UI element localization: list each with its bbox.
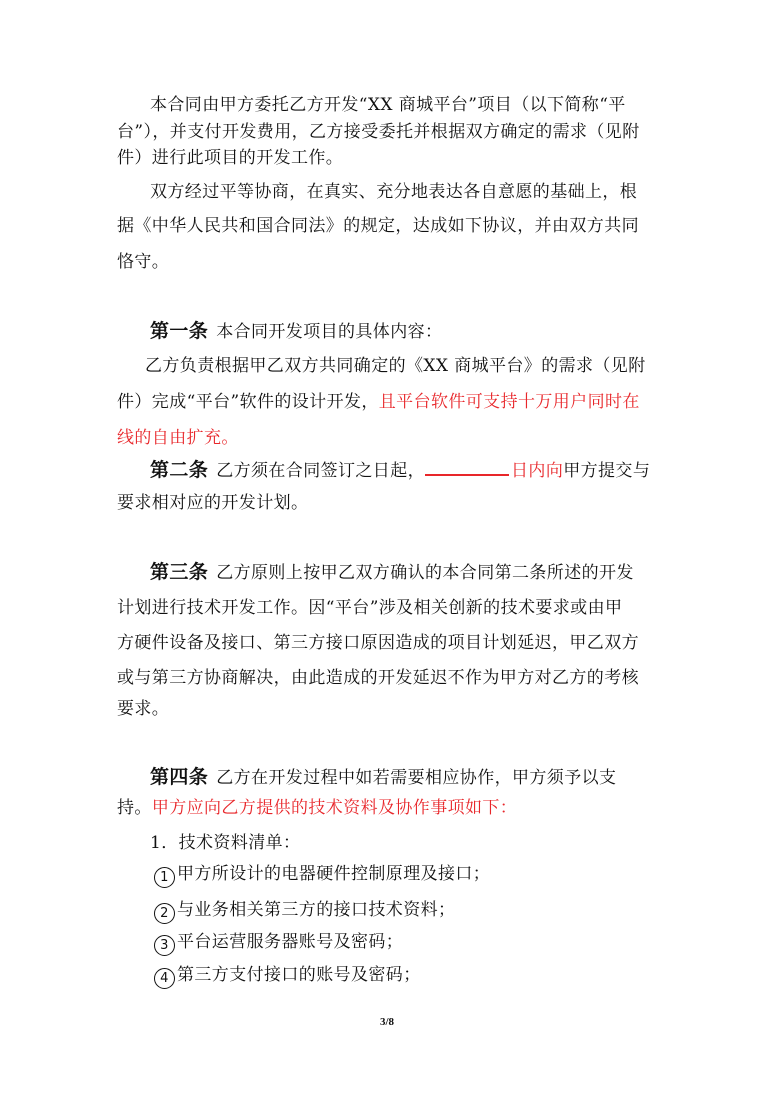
article4-line2-text: 持。 — [117, 798, 152, 818]
article2-line2: 要求相对应的开发计划。 — [117, 493, 309, 513]
circled-number-icon: 1 — [154, 867, 175, 888]
article2-line1-tail: 甲方提交与 — [563, 461, 651, 481]
article3-line2: 计划进行技术开发工作。因“平台”涉及相关创新的技术要求或由甲 — [117, 598, 623, 618]
tech-materials-list-title: 1．技术资料清单： — [150, 833, 301, 853]
intro2-line3: 恪守。 — [117, 252, 170, 272]
article2-line1 — [150, 457, 650, 482]
intro2-line2: 据《中华人民共和国合同法》的规定，达成如下协议，并由双方共同 — [117, 216, 639, 236]
article1-line1: 乙方负责根据甲乙双方共同确定的《XX 商城平台》的需求（见附 — [145, 356, 646, 376]
intro1-line2: 台”），并支付开发费用，乙方接受委托并根据双方确定的需求（见附 — [117, 122, 640, 142]
article4-line1-text: 乙方在开发过程中如若需要相应协作，甲方须予以支 — [216, 768, 617, 788]
intro2-line1: 双方经过平等协商，在真实、充分地表达各自意愿的基础上，根 — [150, 182, 638, 202]
article1-title: 本合同开发项目的具体内容： — [216, 322, 443, 342]
circled-number-icon: 2 — [154, 903, 175, 924]
list-item — [154, 899, 455, 924]
list-item-text: 第三方支付接口的账号及密码； — [177, 965, 421, 985]
article1-heading-line — [150, 320, 442, 343]
intro1-line3: 件）进行此项目的开发工作。 — [117, 148, 344, 168]
list-item — [154, 964, 421, 989]
intro1-line1: 本合同由甲方委托乙方开发“XX 商城平台”项目（以下简称“平 — [150, 95, 626, 115]
list-item-text: 与业务相关第三方的接口技术资料； — [177, 900, 456, 920]
article3-line3: 方硬件设备及接口、第三方接口原因造成的项目计划延迟，甲乙双方 — [117, 633, 639, 653]
article1-line2-emphasis: 且平台软件可支持十万用户同时在 — [378, 392, 640, 412]
article2-line1-text: 乙方须在合同签订之日起， — [216, 461, 426, 481]
article3-line4: 或与第三方协商解决，由此造成的开发延迟不作为甲方对乙方的考核 — [117, 668, 639, 688]
list-item-text: 甲方所设计的电器硬件控制原理及接口； — [177, 864, 491, 884]
page-number: 3/8 — [379, 1016, 395, 1028]
list-item — [154, 863, 490, 888]
article4-heading: 第四条 — [150, 766, 209, 788]
article3-line5: 要求。 — [117, 699, 170, 719]
article3-line1 — [150, 561, 634, 584]
article1-heading: 第一条 — [150, 320, 209, 342]
article3-heading: 第三条 — [150, 561, 209, 583]
circled-number-icon: 4 — [154, 968, 175, 989]
article4-line2 — [117, 797, 517, 819]
article1-line3-emphasis: 线的自由扩充。 — [117, 428, 239, 448]
article2-heading: 第二条 — [150, 459, 209, 481]
article3-line1-text: 乙方原则上按甲乙双方确认的本合同第二条所述的开发 — [216, 563, 634, 583]
circled-number-icon: 3 — [154, 935, 175, 956]
article2-line1-emphasis: 日内向 — [511, 461, 564, 481]
list-item-text: 平台运营服务器账号及密码； — [177, 932, 404, 952]
article1-line2 — [117, 391, 640, 413]
list-item — [154, 931, 403, 956]
blank-days-field[interactable] — [425, 457, 509, 476]
article1-line2-text: 件）完成“平台”软件的设计开发， — [117, 392, 379, 412]
article4-line2-emphasis: 甲方应向乙方提供的技术资料及协作事项如下： — [151, 798, 518, 818]
article4-line1 — [150, 766, 616, 789]
